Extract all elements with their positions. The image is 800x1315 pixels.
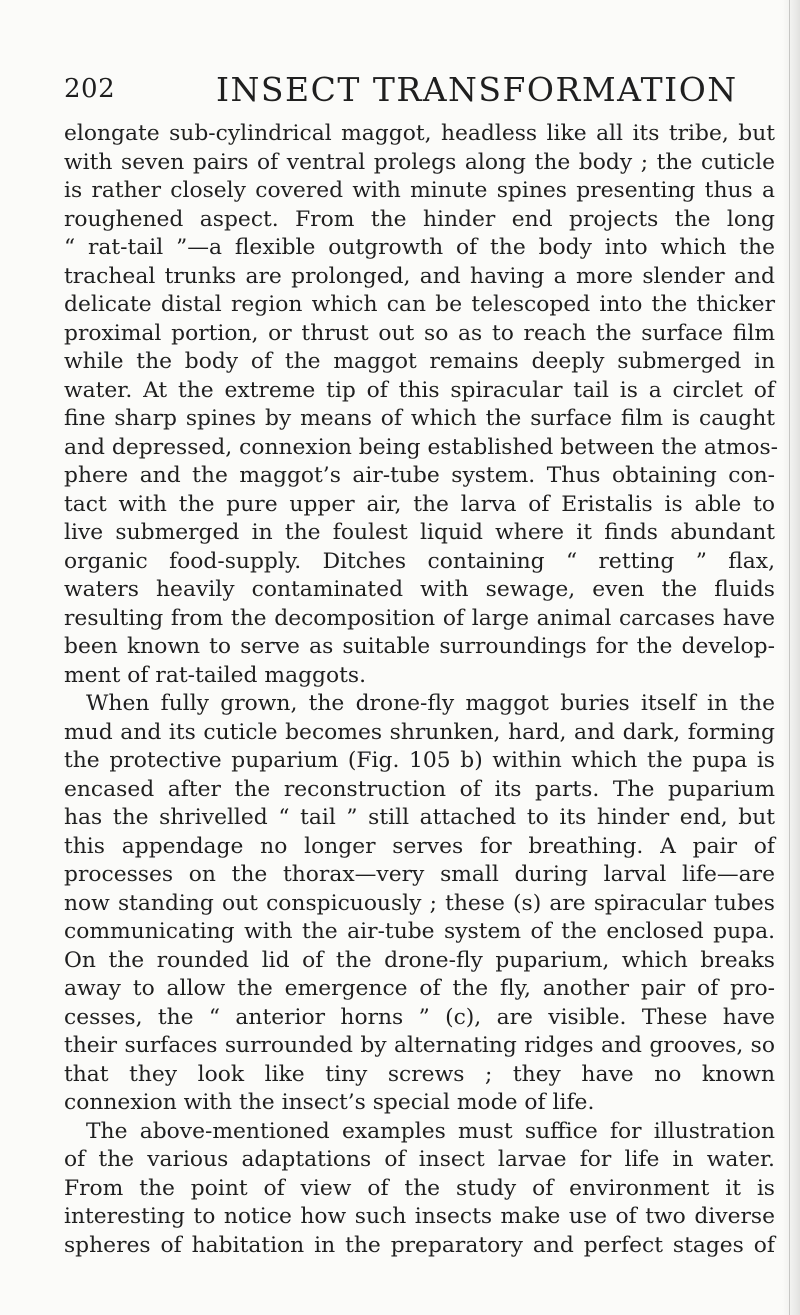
text-line: tracheal trunks are prolonged, and having a more slender and: [64, 263, 775, 289]
text-line: with seven pairs of ventral prolegs along the body ; the cuticle: [64, 149, 775, 175]
text-line: encased after the reconstruction of its parts. The puparium: [64, 776, 775, 802]
page-header: [64, 70, 764, 110]
text-line: while the body of the maggot remains deeply submerged in: [64, 349, 775, 374]
running-title: INSECT TRANSFORMATION: [216, 70, 738, 109]
text-line: interesting to notice how such insects make use of two diverse: [64, 1204, 775, 1229]
text-line: processes on the thorax—very small during larval life—are: [64, 862, 775, 887]
text-line: spheres of habitation in the preparatory and perfect stages of: [64, 1232, 775, 1258]
text-line: waters heavily contaminated with sewage, even the fluids: [64, 577, 775, 602]
text-line: phere and the maggot’s air-tube system. Thus obtaining con-: [64, 463, 775, 488]
text-line: that they look like tiny screws ; they have no known: [64, 1061, 775, 1087]
text-line: of the various adaptations of insect larvae for life in water.: [64, 1147, 775, 1172]
paragraph-start-line: When fully grown, the drone-fly maggot buries itself in the: [86, 691, 775, 716]
text-line: On the rounded lid of the drone-fly puparium, which breaks: [64, 947, 775, 973]
text-line: cesses, the “ anterior horns ” (c), are visible. These have: [64, 1004, 775, 1030]
body-text: [64, 120, 779, 1260]
paragraph-end-line: ment of rat-tailed maggots.: [64, 662, 366, 688]
text-line: tact with the pure upper air, the larva of Eristalis is able to: [64, 491, 775, 517]
text-line: proximal portion, or thrust out so as to reach the surface film: [64, 320, 775, 346]
text-line: communicating with the air-tube system of the enclosed pupa.: [64, 919, 775, 944]
text-line: organic food-supply. Ditches containing “ retting ” flax,: [64, 548, 775, 574]
text-line: From the point of view of the study of environment it is: [64, 1175, 775, 1201]
paragraph-start-line: The above-mentioned examples must suffice for illustration: [86, 1118, 775, 1144]
text-line: roughened aspect. From the hinder end projects the long: [64, 206, 775, 232]
paragraph-end-line: connexion with the insect’s special mode of life.: [64, 1090, 595, 1115]
text-line: now standing out conspicuously ; these (s) are spiracular tubes: [64, 890, 775, 916]
text-line: this appendage no longer serves for breathing. A pair of: [64, 833, 775, 859]
text-line: been known to serve as suitable surroundings for the develop-: [64, 634, 775, 659]
page-edge-line: [789, 0, 790, 1315]
text-line: their surfaces surrounded by alternating ridges and grooves, so: [64, 1033, 775, 1058]
text-line: and depressed, connexion being established between the atmos-: [64, 434, 779, 460]
text-line: “ rat-tail ”—a flexible outgrowth of the body into which the: [64, 235, 775, 260]
text-line: has the shrivelled “ tail ” still attached to its hinder end, but: [64, 805, 775, 830]
text-line: away to allow the emergence of the fly, another pair of pro-: [64, 976, 775, 1001]
text-line: resulting from the decomposition of large animal carcases have: [64, 605, 775, 631]
text-line: water. At the extreme tip of this spiracular tail is a circlet of: [64, 377, 775, 403]
text-line: is rather closely covered with minute spines presenting thus a: [64, 178, 775, 203]
text-line: elongate sub-cylindrical maggot, headless like all its tribe, but: [64, 121, 775, 146]
text-line: mud and its cuticle becomes shrunken, hard, and dark, forming: [64, 719, 775, 745]
page-number: 202: [64, 74, 116, 104]
text-line: delicate distal region which can be telescoped into the thicker: [64, 292, 775, 317]
text-line: live submerged in the foulest liquid where it finds abundant: [64, 520, 775, 545]
text-line: fine sharp spines by means of which the surface film is caught: [64, 406, 775, 431]
page-edge-shadow: [782, 0, 800, 1315]
text-line: the protective puparium (Fig. 105 b) within which the pupa is: [64, 748, 775, 773]
